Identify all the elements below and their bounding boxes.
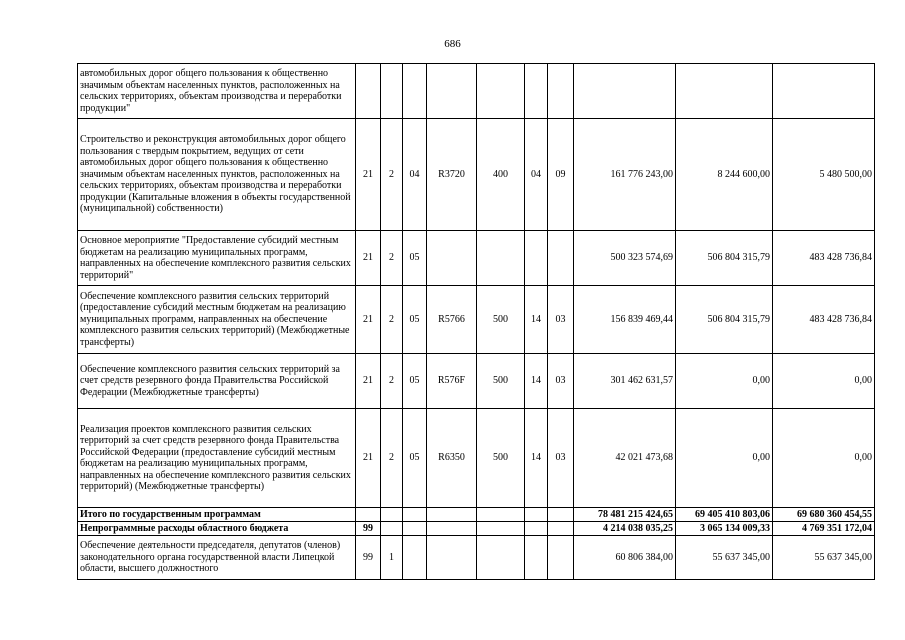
sum-year-1: 4 214 038 035,25 — [574, 522, 676, 536]
nr-code: R3720 — [427, 119, 477, 231]
total-row — [78, 522, 875, 536]
rz-code — [525, 231, 548, 286]
sum-year-1: 156 839 469,44 — [574, 286, 676, 354]
sp-code: 2 — [381, 231, 403, 286]
om-code — [403, 536, 427, 580]
nr-code — [427, 508, 477, 522]
gp-code: 99 — [356, 522, 381, 536]
sum-year-2: 0,00 — [676, 354, 773, 409]
pr-code: 03 — [548, 354, 574, 409]
sum-year-2: 506 804 315,79 — [676, 231, 773, 286]
row-name: Реализация проектов комплексного развития сельских территорий за счет средств резервного фонда Правительства Российской Федерации (предоставление субсидий местным бюджетам на реализацию муниципальных программ, направленных на обеспечение комплексного развития сельских территорий) (Межбюджетные трансферты) — [78, 409, 356, 508]
sum-year-1: 78 481 215 424,65 — [574, 508, 676, 522]
nr-code: R5766 — [427, 286, 477, 354]
table-row — [78, 119, 875, 231]
row-name: Строительство и реконструкция автомобильных дорог общего пользования с твердым покрытием, ведущих от сети автомобильных дорог общего пользования к общественно значимым объектам населенных пунктов, расположенных на сельских территориях, объектам производства и переработки продукции (Капитальные вложения в объекты государственной (муниципальной) собственности) — [78, 119, 356, 231]
sum-year-2 — [676, 64, 773, 119]
table-row — [78, 286, 875, 354]
table-row — [78, 409, 875, 508]
om-code: 05 — [403, 286, 427, 354]
sum-year-3: 55 637 345,00 — [773, 536, 875, 580]
row-name: Итого по государственным программам — [78, 508, 356, 522]
page-number: 686 — [444, 38, 461, 50]
nr-code — [427, 64, 477, 119]
row-name: Обеспечение комплексного развития сельских территорий за счет средств резервного фонда Правительства Российской Федерации (Межбюджетные трансферты) — [78, 354, 356, 409]
table-row — [78, 536, 875, 580]
sum-year-3: 0,00 — [773, 354, 875, 409]
sum-year-1: 60 806 384,00 — [574, 536, 676, 580]
nr-code: R6350 — [427, 409, 477, 508]
nr-code — [427, 231, 477, 286]
pr-code — [548, 536, 574, 580]
vr-code — [477, 508, 525, 522]
row-name: Основное мероприятие "Предоставление субсидий местным бюджетам на реализацию муниципальных программ, направленных на обеспечение комплексного развития сельских территорий" — [78, 231, 356, 286]
pr-code — [548, 231, 574, 286]
om-code — [403, 508, 427, 522]
sp-code — [381, 508, 403, 522]
om-code — [403, 522, 427, 536]
sum-year-1: 500 323 574,69 — [574, 231, 676, 286]
sp-code: 2 — [381, 354, 403, 409]
pr-code: 09 — [548, 119, 574, 231]
om-code: 05 — [403, 231, 427, 286]
pr-code — [548, 508, 574, 522]
sum-year-3: 0,00 — [773, 409, 875, 508]
rz-code: 14 — [525, 286, 548, 354]
total-row — [78, 508, 875, 522]
nr-code: R576F — [427, 354, 477, 409]
gp-code: 21 — [356, 286, 381, 354]
vr-code — [477, 64, 525, 119]
gp-code: 99 — [356, 536, 381, 580]
sp-code: 2 — [381, 409, 403, 508]
pr-code: 03 — [548, 286, 574, 354]
sum-year-3: 69 680 360 454,55 — [773, 508, 875, 522]
sp-code: 1 — [381, 536, 403, 580]
sum-year-3 — [773, 64, 875, 119]
vr-code — [477, 522, 525, 536]
gp-code — [356, 508, 381, 522]
rz-code: 04 — [525, 119, 548, 231]
vr-code: 500 — [477, 354, 525, 409]
rz-code — [525, 536, 548, 580]
sum-year-1: 42 021 473,68 — [574, 409, 676, 508]
row-name: Обеспечение комплексного развития сельских территорий (предоставление субсидий местным бюджетам на реализацию муниципальных программ, направленных на обеспечение комплексного развития сельских территорий) (Межбюджетные трансферты) — [78, 286, 356, 354]
gp-code: 21 — [356, 119, 381, 231]
sum-year-2: 0,00 — [676, 409, 773, 508]
sp-code — [381, 64, 403, 119]
sum-year-3: 4 769 351 172,04 — [773, 522, 875, 536]
rz-code: 14 — [525, 409, 548, 508]
vr-code — [477, 231, 525, 286]
om-code — [403, 64, 427, 119]
pr-code — [548, 64, 574, 119]
gp-code: 21 — [356, 231, 381, 286]
row-name: Непрограммные расходы областного бюджета — [78, 522, 356, 536]
sum-year-2: 69 405 410 803,06 — [676, 508, 773, 522]
sum-year-2: 3 065 134 009,33 — [676, 522, 773, 536]
sum-year-1 — [574, 64, 676, 119]
gp-code: 21 — [356, 409, 381, 508]
sum-year-1: 301 462 631,57 — [574, 354, 676, 409]
gp-code: 21 — [356, 354, 381, 409]
vr-code — [477, 536, 525, 580]
sum-year-3: 5 480 500,00 — [773, 119, 875, 231]
table-row — [78, 64, 875, 119]
rz-code — [525, 508, 548, 522]
om-code: 05 — [403, 409, 427, 508]
row-name: автомобильных дорог общего пользования к общественно значимым объектам населенных пунктов, расположенных на сельских территориях, объектам производства и переработки продукции" — [78, 64, 356, 119]
pr-code — [548, 522, 574, 536]
vr-code: 500 — [477, 409, 525, 508]
sp-code: 2 — [381, 119, 403, 231]
sum-year-2: 55 637 345,00 — [676, 536, 773, 580]
sum-year-2: 8 244 600,00 — [676, 119, 773, 231]
om-code: 05 — [403, 354, 427, 409]
table-row — [78, 354, 875, 409]
pr-code: 03 — [548, 409, 574, 508]
om-code: 04 — [403, 119, 427, 231]
sum-year-1: 161 776 243,00 — [574, 119, 676, 231]
sp-code: 2 — [381, 286, 403, 354]
row-name: Обеспечение деятельности председателя, депутатов (членов) законодательного органа государственной власти Липецкой области, высшего должностного — [78, 536, 356, 580]
sum-year-3: 483 428 736,84 — [773, 231, 875, 286]
vr-code: 400 — [477, 119, 525, 231]
rz-code — [525, 64, 548, 119]
vr-code: 500 — [477, 286, 525, 354]
gp-code — [356, 64, 381, 119]
nr-code — [427, 536, 477, 580]
sp-code — [381, 522, 403, 536]
table-row — [78, 231, 875, 286]
budget-table — [77, 63, 875, 580]
rz-code: 14 — [525, 354, 548, 409]
sum-year-2: 506 804 315,79 — [676, 286, 773, 354]
nr-code — [427, 522, 477, 536]
sum-year-3: 483 428 736,84 — [773, 286, 875, 354]
rz-code — [525, 522, 548, 536]
